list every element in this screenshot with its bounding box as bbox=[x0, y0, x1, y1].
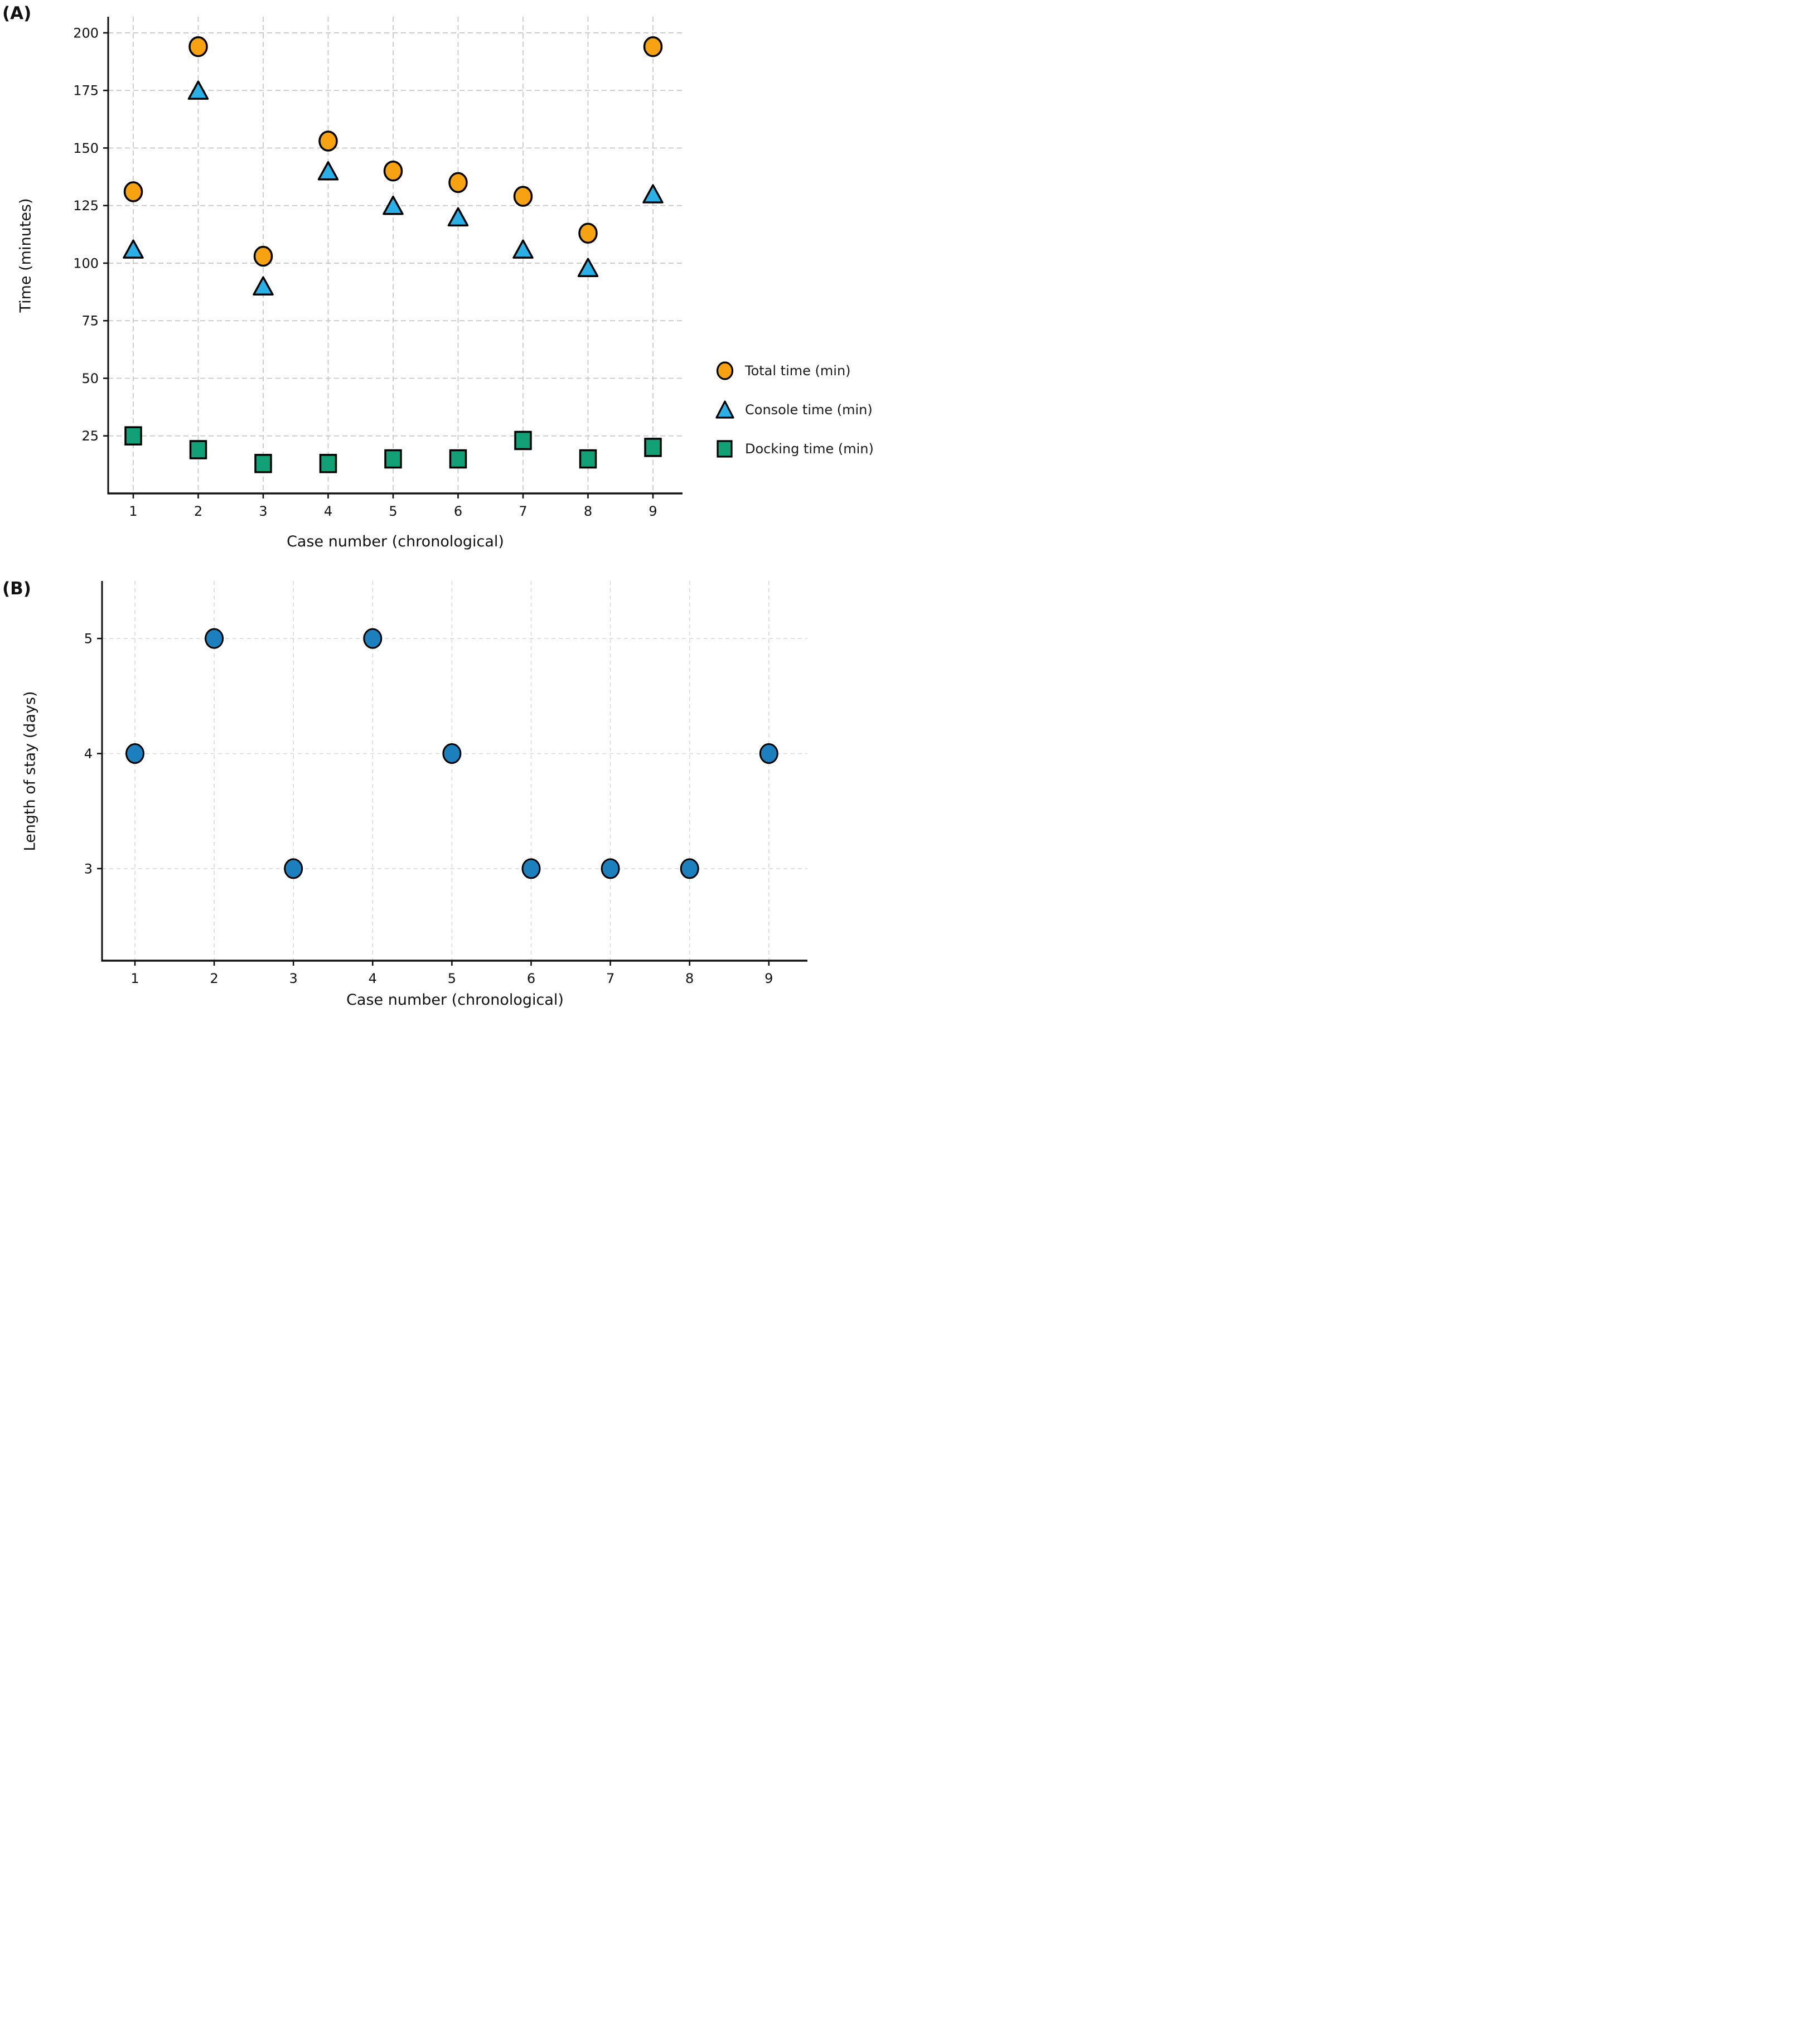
x-tick-label: 8 bbox=[583, 503, 593, 519]
y-tick-label: 150 bbox=[73, 140, 99, 156]
scatter-point-circle bbox=[602, 859, 619, 878]
x-tick-label: 4 bbox=[323, 503, 333, 519]
scatter-point-circle bbox=[206, 629, 223, 648]
legend-item bbox=[713, 429, 874, 468]
legend bbox=[713, 351, 874, 468]
scatter-point-circle bbox=[681, 859, 698, 878]
scatter-point-circle bbox=[515, 187, 532, 206]
scatter-point-circle bbox=[255, 247, 272, 266]
scatter-point-circle bbox=[320, 132, 337, 151]
legend-triangle-icon bbox=[713, 399, 737, 421]
scatter-point-circle bbox=[522, 859, 540, 878]
scatter-point-square bbox=[125, 427, 141, 444]
legend-square-icon bbox=[713, 438, 737, 460]
y-tick-label: 25 bbox=[81, 428, 99, 444]
x-tick-label: 7 bbox=[606, 971, 615, 986]
x-tick-label: 1 bbox=[129, 503, 138, 519]
legend-item bbox=[713, 351, 874, 390]
x-tick-label: 2 bbox=[193, 503, 203, 519]
legend-label: Docking time (min) bbox=[745, 441, 874, 457]
panel-b-tag: (B) bbox=[2, 579, 31, 599]
scatter-point-circle bbox=[760, 744, 777, 763]
scatter-point-triangle bbox=[514, 240, 533, 258]
x-tick-label: 8 bbox=[685, 971, 694, 986]
scatter-point-circle bbox=[127, 744, 144, 763]
y-tick-label: 5 bbox=[84, 631, 93, 647]
y-tick-label: 100 bbox=[73, 255, 99, 272]
scatter-point-triangle bbox=[319, 162, 338, 180]
legend-circle-icon bbox=[713, 360, 737, 382]
y-tick-label: 4 bbox=[84, 746, 93, 762]
scatter-point-circle bbox=[579, 224, 597, 243]
scatter-point-triangle bbox=[124, 240, 143, 258]
y-tick-label: 125 bbox=[73, 198, 99, 214]
scatter-point-circle bbox=[449, 173, 467, 192]
legend-item bbox=[713, 390, 874, 429]
scatter-point-triangle bbox=[254, 277, 273, 294]
scatter-point-circle bbox=[285, 859, 302, 878]
legend-marker bbox=[718, 441, 732, 457]
y-tick-label: 3 bbox=[84, 861, 93, 877]
scatter-point-square bbox=[580, 451, 596, 468]
x-tick-label: 7 bbox=[519, 503, 528, 519]
y-tick-label: 50 bbox=[81, 370, 99, 386]
scatter-point-square bbox=[385, 451, 401, 468]
scatter-point-circle bbox=[364, 629, 381, 648]
scatter-point-circle bbox=[190, 37, 207, 56]
y-tick-label: 200 bbox=[73, 25, 99, 41]
scatter-point-square bbox=[515, 432, 531, 449]
panel-a-tag: (A) bbox=[2, 3, 32, 23]
scatter-point-square bbox=[645, 439, 661, 456]
x-tick-label: 4 bbox=[368, 971, 377, 986]
panel-b-xlabel: Case number (chronological) bbox=[346, 991, 564, 1009]
panel-a-chart bbox=[0, 0, 903, 1022]
figure bbox=[0, 0, 903, 1022]
x-tick-label: 5 bbox=[447, 971, 457, 986]
y-tick-label: 75 bbox=[81, 313, 99, 329]
y-tick-label: 175 bbox=[73, 83, 99, 99]
scatter-point-square bbox=[191, 441, 206, 458]
scatter-point-triangle bbox=[643, 185, 662, 202]
x-tick-label: 6 bbox=[453, 503, 463, 519]
x-tick-label: 9 bbox=[649, 503, 657, 519]
x-tick-label: 3 bbox=[259, 503, 268, 519]
x-tick-label: 2 bbox=[210, 971, 219, 986]
scatter-point-square bbox=[451, 451, 466, 468]
legend-label: Total time (min) bbox=[745, 363, 851, 379]
x-tick-label: 6 bbox=[526, 971, 536, 986]
scatter-point-circle bbox=[443, 744, 461, 763]
scatter-point-square bbox=[255, 455, 271, 472]
scatter-point-circle bbox=[645, 37, 662, 56]
legend-label: Console time (min) bbox=[745, 402, 873, 418]
scatter-point-triangle bbox=[579, 259, 598, 276]
x-tick-label: 5 bbox=[389, 503, 398, 519]
x-tick-label: 9 bbox=[764, 971, 773, 986]
legend-marker bbox=[718, 362, 733, 379]
legend-marker bbox=[717, 401, 733, 418]
panel-b-ylabel: Length of stay (days) bbox=[21, 691, 39, 851]
panel-a-ylabel: Time (minutes) bbox=[17, 198, 35, 313]
scatter-point-triangle bbox=[449, 208, 468, 225]
scatter-point-square bbox=[321, 455, 336, 472]
scatter-point-circle bbox=[125, 182, 142, 201]
x-tick-label: 3 bbox=[289, 971, 298, 986]
panel-a-xlabel: Case number (chronological) bbox=[287, 533, 504, 550]
scatter-point-circle bbox=[385, 162, 402, 181]
x-tick-label: 1 bbox=[130, 971, 139, 986]
